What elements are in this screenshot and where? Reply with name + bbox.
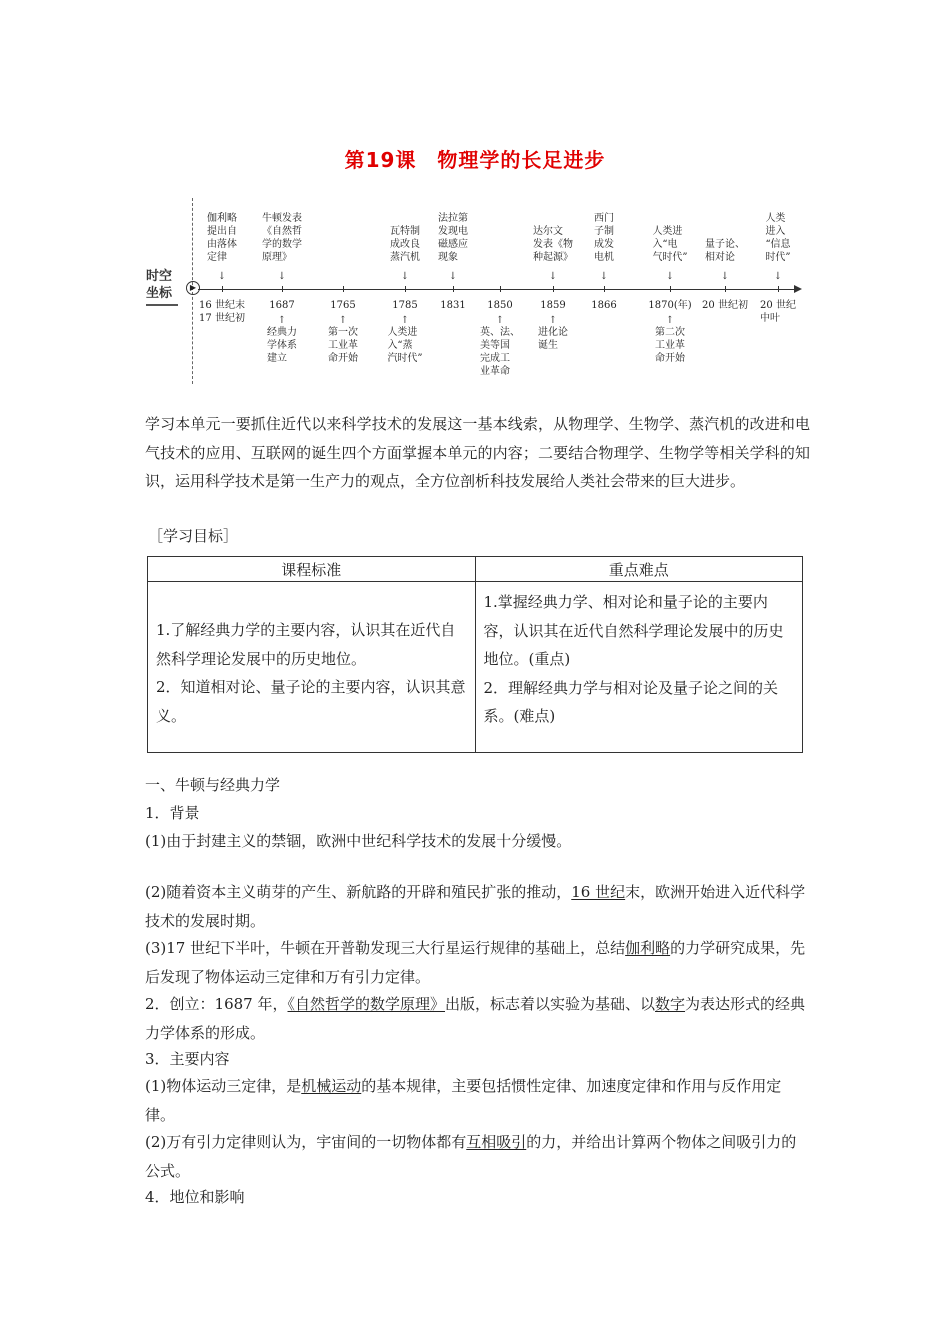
timeline-year: 1687	[269, 300, 295, 311]
timeline-tick	[282, 286, 283, 292]
timeline-year: 1850	[487, 300, 513, 311]
blank-answer: 机械运动	[301, 1077, 362, 1095]
creation-item	[145, 990, 810, 1047]
timeline	[140, 198, 820, 388]
timeline-event-below: 英、法、 美等国 完成工 业革命	[480, 327, 520, 377]
intro-paragraph: 学习本单元一要抓住近代以来科学技术的发展这一基本线索，从物理学、生物学、蒸汽机的改进和电气技术的应用、互联网的诞生四个方面掌握本单元的内容；二要结合物理学、生物学等相关学科的知识，运用科学技术是第一生产力的观点，全方位剖析科技发展给人类社会带来的巨大进步。	[145, 415, 810, 490]
timeline-event-below: 第二次 工业革 命开始	[655, 327, 685, 364]
blank-answer: 《自然哲学的数学原理》	[287, 995, 446, 1013]
timeline-event-above: 瓦特制 成改良 蒸汽机	[390, 226, 420, 263]
arrow-down-icon: ↓	[665, 271, 675, 282]
timeline-tick	[343, 286, 344, 292]
timeline-tick	[553, 286, 554, 292]
timeline-year: 1866	[591, 300, 617, 311]
arrow-down-icon: ↓	[599, 271, 609, 282]
objectives-label: ［学习目标］	[148, 527, 239, 545]
timeline-year: 1785	[392, 300, 418, 311]
timeline-event-above: 量子论、 相对论	[705, 239, 745, 263]
timeline-tick	[604, 286, 605, 292]
background-item-2	[145, 878, 810, 935]
arrow-up-icon: ↑	[400, 315, 410, 326]
timeline-event-above: 伽利略 提出自 由落体 定律	[207, 213, 237, 263]
play-icon: ▶	[186, 281, 200, 295]
timeline-tick	[453, 286, 454, 292]
timeline-event-above: 西门 子制 成发 电机	[594, 213, 614, 263]
timeline-axis	[198, 289, 794, 290]
subheading-background: 1．背景	[145, 804, 200, 822]
arrow-down-icon: ↓	[277, 271, 287, 282]
background-item-1: (1)由于封建主义的禁锢，欧洲中世纪科学技术的发展十分缓慢。	[145, 832, 572, 850]
arrow-up-icon: ↑	[495, 315, 505, 326]
timeline-event-above: 牛顿发表 《自然哲 学的数学 原理》	[262, 213, 302, 263]
timeline-label	[146, 268, 182, 302]
timeline-year: 1859	[540, 300, 566, 311]
arrow-down-icon: ↓	[400, 271, 410, 282]
arrow-down-icon: ↓	[773, 271, 783, 282]
timeline-event-below: 人类进 入“蒸 汽时代”	[387, 327, 423, 364]
timeline-event-above: 人类进 入“电 气时代”	[652, 226, 688, 263]
blank-answer: 16 世纪	[571, 883, 626, 901]
timeline-event-below: 进化论 诞生	[538, 327, 568, 351]
blank-answer: 数字	[655, 995, 686, 1013]
text: (2)万有引力定律则认为，宇宙间的一切物体都有	[145, 1133, 467, 1151]
timeline-tick	[670, 286, 671, 292]
timeline-label-underline	[146, 304, 178, 306]
timeline-year: 1870(年)	[648, 300, 692, 311]
arrow-up-icon: ↑	[277, 315, 287, 326]
timeline-label-line1: 时空	[146, 269, 173, 284]
arrow-up-icon: ↑	[548, 315, 558, 326]
timeline-year: 20 世纪 中叶	[760, 300, 796, 324]
objectives-table	[147, 556, 803, 753]
page-title: 第19课 物理学的长足进步	[344, 148, 606, 172]
text: (3)17 世纪下半叶，牛顿在开普勒发现三大行星运行规律的基础上，总结	[145, 939, 626, 957]
text: (1)物体运动三定律，是	[145, 1077, 302, 1095]
timeline-event-above: 法拉第 发现电 磁感应 现象	[438, 213, 468, 263]
timeline-event-above: 达尔文 发表《物 种起源》	[533, 226, 573, 263]
timeline-tick	[725, 286, 726, 292]
timeline-event-above: 人类 进入 “信息 时代”	[765, 213, 791, 263]
text: 的力学研究成果，先后发现了物体运动三定律和万有引力定律。	[145, 939, 806, 986]
blank-answer: 伽利略	[625, 939, 671, 957]
arrow-down-icon: ↓	[548, 271, 558, 282]
arrow-down-icon: ↓	[448, 271, 458, 282]
subheading-influence: 4．地位和影响	[145, 1188, 245, 1206]
text: 末，欧洲开始进入近代科学技术的发展时期。	[145, 883, 806, 930]
blank-answer: 互相吸引	[466, 1133, 527, 1151]
text: (2)随着资本主义萌芽的产生、新航路的开辟和殖民扩张的推动，	[145, 883, 572, 901]
subheading-content: 3．主要内容	[145, 1050, 230, 1068]
text: 出版，标志着以实验为基础、以	[445, 995, 656, 1013]
arrow-down-icon: ↓	[217, 271, 227, 282]
timeline-year: 1765	[330, 300, 356, 311]
arrow-right-icon	[794, 285, 802, 293]
standard-item-2: 2．知道相对论、量子论的主要内容，认识其意义。	[156, 678, 466, 725]
content-item-2	[145, 1128, 810, 1185]
table-cell-keypoints	[475, 582, 803, 753]
timeline-year: 1831	[440, 300, 466, 311]
content-item-1	[145, 1072, 810, 1129]
text: 的基本规律，主要包括惯性定律、加速度定律和作用与反作用定律。	[145, 1077, 782, 1124]
timeline-year: 20 世纪初	[702, 300, 748, 311]
text: 为表达形式的经典力学体系的形成。	[145, 995, 806, 1042]
timeline-label-line2: 坐标	[146, 286, 173, 301]
arrow-up-icon: ↑	[665, 315, 675, 326]
timeline-event-below: 第一次 工业革 命开始	[328, 327, 358, 364]
text: 2．创立：1687 年，	[145, 995, 288, 1013]
timeline-tick	[778, 286, 779, 292]
arrow-up-icon: ↑	[338, 315, 348, 326]
table-cell-standard	[148, 582, 476, 753]
timeline-tick	[222, 286, 223, 292]
arrow-down-icon: ↓	[720, 271, 730, 282]
background-item-3	[145, 934, 810, 991]
keypoint-item-1: 1.掌握经典力学、相对论和量子论的主要内容，认识其在近代自然科学理论发展中的历史地位。(重点)	[483, 593, 784, 668]
timeline-event-below: 经典力 学体系 建立	[267, 327, 297, 364]
timeline-tick	[500, 286, 501, 292]
timeline-tick	[405, 286, 406, 292]
table-header-standard: 课程标准	[148, 557, 476, 582]
standard-item-1: 1.了解经典力学的主要内容，认识其在近代自然科学理论发展中的历史地位。	[156, 621, 456, 668]
text: 的力，并给出计算两个物体之间吸引力的公式。	[145, 1133, 797, 1180]
table-header-keypoints: 重点难点	[475, 557, 803, 582]
timeline-year: 16 世纪末 17 世纪初	[199, 300, 245, 324]
section-heading: 一、牛顿与经典力学	[145, 776, 281, 794]
keypoint-item-2: 2．理解经典力学与相对论及量子论之间的关系。(难点)	[483, 678, 779, 725]
